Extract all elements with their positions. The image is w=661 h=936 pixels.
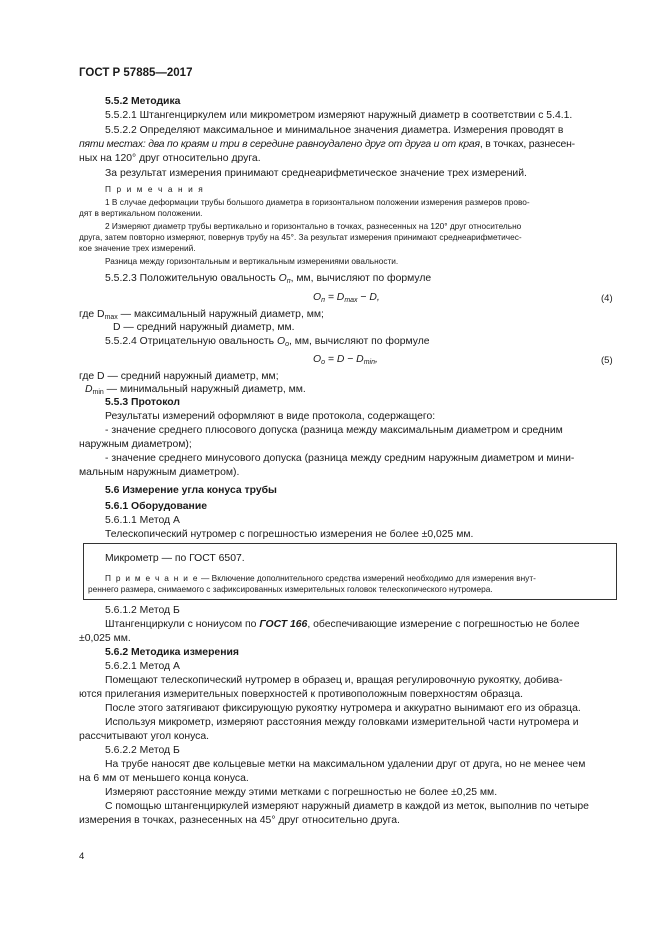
method-a-equipment: Телескопический нутромер с погрешностью измерения не более ±0,025 мм. <box>105 529 474 540</box>
para-text: 5.5.2.4 Отрицательную овальность <box>105 336 275 347</box>
section-5-5-2-title: 5.5.2 Методика <box>105 96 181 107</box>
where-d-2: где D — средний наружный диаметр, мм; <box>79 371 279 382</box>
formula-sub: min <box>363 359 375 366</box>
protocol-intro: Результаты измерений оформляют в виде протокола, содержащего: <box>105 411 436 422</box>
where-d: D — средний наружный диаметр, мм. <box>113 322 295 333</box>
note-2-line1: 2 Измеряют диаметр трубы вертикально и горизонтально в точках, разнесенных на 120° друг относительно <box>105 221 522 231</box>
box-note-line2: реннего размера, снимаемого с зафиксированных измерительных головок телескопического нутромера. <box>88 584 493 594</box>
formula-part: = D <box>324 292 345 303</box>
box-note-line1 <box>105 573 536 584</box>
procedure-b-p2: Измеряют расстояние между этими метками с погрешностью не более ±0,25 мм. <box>105 787 498 798</box>
section-5-6-2-title: 5.6.2 Методика измерения <box>105 647 239 658</box>
bullet-1-line2: наружным диаметром); <box>79 439 192 450</box>
where-sub: max <box>104 314 118 321</box>
procedure-b-p1-line1: На трубе наносят две кольцевые метки на максимальном удалении друг от друга, но не менее чем <box>105 759 586 770</box>
formula-part: O <box>313 292 322 303</box>
italic-phrase: пяти местах: два по краям и три в середине равноудалено друг от друга и от края <box>79 139 480 150</box>
para-5-5-2-2-line2 <box>79 138 575 152</box>
formula-sub: о <box>321 359 325 366</box>
procedure-a-p3-line1: Используя микрометр, измеряют расстояния между головками измерительной части нутромера и <box>105 717 579 728</box>
note-2-line2: друга, затем повторно измеряют, повернув трубу на 45°. За результат измерения принимают среднеарифметичес- <box>79 232 522 242</box>
para-text: , мм, вычисляют по формуле <box>290 273 432 284</box>
para-5-5-2-2-line3: ных на 120° друг относительно друга. <box>79 153 261 164</box>
para-result: За результат измерения принимают среднеарифметическое значение трех измерений. <box>105 168 527 179</box>
method-b-line1 <box>105 618 579 632</box>
procedure-a-p2: После этого затягивают фиксирующую рукоятку нутромера и аккуратно вынимают его из образца. <box>105 703 581 714</box>
para-text: Штангенциркули с нониусом по <box>105 619 260 630</box>
where-text: — минимальный наружный диаметр, мм. <box>103 384 306 395</box>
note-text: — Включение дополнительного средства измерений необходимо для измерения внут- <box>198 573 536 583</box>
formula-part: = D − D <box>325 354 364 365</box>
formula-4-number: (4) <box>601 293 613 304</box>
symbol-sub: о <box>285 341 289 348</box>
procedure-b-label: 5.6.2.2 Метод Б <box>105 745 180 756</box>
where-sym: D <box>85 384 93 395</box>
formula-part: , <box>374 354 378 365</box>
formula-4 <box>313 291 380 305</box>
micrometer-line: Микрометр — по ГОСТ 6507. <box>105 553 245 564</box>
section-5-6-1-title: 5.6.1 Оборудование <box>105 501 207 512</box>
symbol: O <box>278 273 287 284</box>
where-dmin <box>85 383 306 397</box>
method-a-label: 5.6.1.1 Метод А <box>105 515 180 526</box>
para-text: 5.5.2.3 Положительную овальность <box>105 273 276 284</box>
note-2-line3: кое значение трех измерений. <box>79 243 196 253</box>
bullet-2-line1: - значение среднего минусового допуска (разница между средним наружным диаметром и мини- <box>105 453 575 464</box>
formula-5-number: (5) <box>601 355 613 366</box>
note-1-line2: дят в вертикальном положении. <box>79 208 203 218</box>
para-5-5-2-2-line1: 5.5.2.2 Определяют максимальное и минимальное значения диаметра. Измерения проводят в <box>105 125 564 136</box>
symbol: O <box>276 336 286 347</box>
gost-reference: ГОСТ 166 <box>259 619 308 630</box>
formula-part: − D, <box>357 292 380 303</box>
formula-5 <box>313 353 378 367</box>
para-text: , в точках, разнесен- <box>479 139 575 150</box>
procedure-b-p3-line1: С помощью штангенциркулей измеряют наружный диаметр в каждой из меток, выполнив по четыре <box>105 801 589 812</box>
section-5-5-3-title: 5.5.3 Протокол <box>105 397 180 408</box>
procedure-a-p1-line1: Помещают телескопический нутромер в образец и, вращая регулировочную рукоятку, добива- <box>105 675 563 686</box>
para-5-5-2-1: 5.5.2.1 Штангенциркулем или микрометром измеряют наружный диаметр в соответствии с 5.4.1. <box>105 110 573 121</box>
procedure-a-p1-line2: ются прилегания измерительных поверхностей к противоположным поверхностям образца. <box>79 689 524 700</box>
para-5-5-2-4 <box>105 335 430 349</box>
symbol-sub: п <box>286 278 291 285</box>
para-text: , обеспечивающие измерение с погрешностью не более <box>307 619 580 630</box>
where-dmax <box>79 308 324 322</box>
notes-title: П р и м е ч а н и я <box>105 184 205 194</box>
procedure-b-p3-line2: измерения в точках, разнесенных на 45° друг относительно друга. <box>79 815 400 826</box>
procedure-a-label: 5.6.2.1 Метод А <box>105 661 180 672</box>
page-number: 4 <box>79 851 85 862</box>
where-text: — максимальный наружный диаметр, мм; <box>117 309 324 320</box>
method-b-label: 5.6.1.2 Метод Б <box>105 605 180 616</box>
procedure-b-p1-line2: на 6 мм от меньшего конца конуса. <box>79 773 249 784</box>
procedure-a-p3-line2: рассчитывают угол конуса. <box>79 731 210 742</box>
para-text: , мм, вычисляют по формуле <box>288 336 430 347</box>
formula-sub: max <box>344 297 358 304</box>
bullet-1-line1: - значение среднего плюсового допуска (разница между максимальным диаметром и средним <box>105 425 563 436</box>
note-1-line1: 1 В случае деформации трубы большого диаметра в горизонтальном положении измерения размеров прово- <box>105 197 530 207</box>
where-text: где D <box>79 309 105 320</box>
note-2-line4: Разница между горизонтальным и вертикальным измерениями овальности. <box>105 256 399 266</box>
formula-part: O <box>313 354 322 365</box>
note-label: П р и м е ч а н и е <box>105 573 199 583</box>
formula-sub: п <box>321 297 325 304</box>
method-b-line2: ±0,025 мм. <box>79 633 131 644</box>
document-header: ГОСТ Р 57885—2017 <box>79 67 193 79</box>
section-5-6-title: 5.6 Измерение угла конуса трубы <box>105 485 277 496</box>
para-5-5-2-3 <box>105 272 431 286</box>
bullet-2-line2: мальным наружным диаметром). <box>79 467 240 478</box>
where-sub: min <box>92 389 104 396</box>
